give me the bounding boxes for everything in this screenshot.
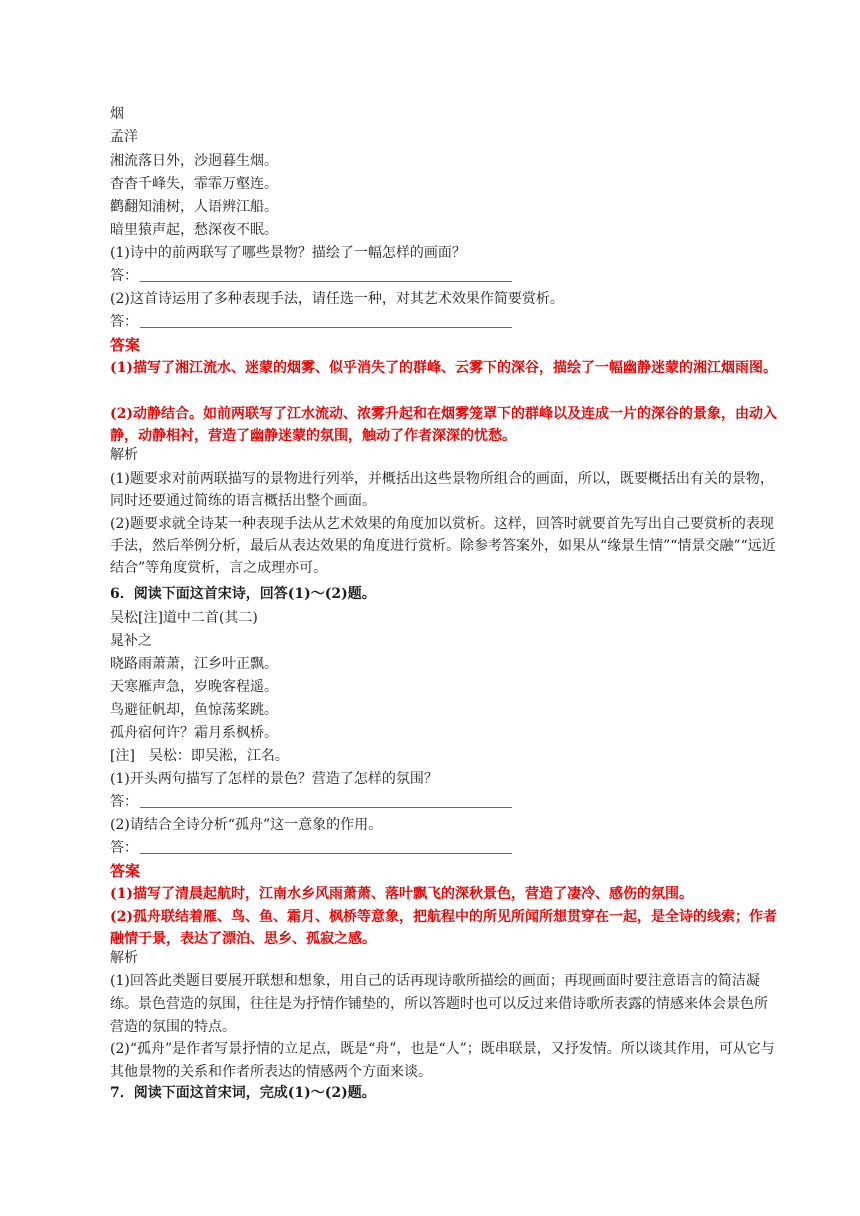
poem-line: 鸟避征帆却，鱼惊荡桨跳。 bbox=[110, 702, 278, 718]
poem-line: 鹳翻知浦树，人语辨江船。 bbox=[110, 199, 278, 215]
answer-prefix: 答： bbox=[110, 314, 138, 330]
poem-author: 晁补之 bbox=[110, 633, 152, 649]
analysis-label: 解析 bbox=[110, 447, 138, 463]
answer-blank bbox=[140, 806, 512, 808]
answer-line bbox=[110, 792, 512, 812]
answer-blank bbox=[140, 326, 512, 328]
question-7-heading: 7．阅读下面这首宋词，完成(1)～(2)题。 bbox=[110, 1085, 376, 1101]
answer-line bbox=[110, 266, 512, 286]
question-2: (2)请结合全诗分析“孤舟”这一意象的作用。 bbox=[110, 817, 383, 833]
poem-line: 天寒雁声急，岁晚客程遥。 bbox=[110, 679, 278, 695]
answer-prefix: 答： bbox=[110, 268, 138, 284]
poem-line: 孤舟宿何许？霜月系枫桥。 bbox=[110, 725, 278, 741]
answer-blank bbox=[140, 280, 512, 282]
question-1: (1)诗中的前两联写了哪些景物？描绘了一幅怎样的画面？ bbox=[110, 245, 466, 261]
answer-1: (1)描写了湘江流水、迷蒙的烟雾、似乎消失了的群峰、云雾下的深谷，描绘了一幅幽静迷蒙的湘江烟雨图。 bbox=[110, 360, 777, 376]
poem-title: 烟 bbox=[110, 106, 124, 122]
poem-author: 孟洋 bbox=[110, 129, 138, 145]
answer-1: (1)描写了清晨起航时，江南水乡风雨萧萧、落叶飘飞的深秋景色，营造了凄冷、感伤的氛围。 bbox=[110, 886, 693, 902]
poem-line: 湘流落日外，沙迥暮生烟。 bbox=[110, 153, 278, 169]
answer-2: (2)动静结合。如前两联写了江水流动、浓雾升起和在烟雾笼罩下的群峰以及连成一片的深谷的景象，由动入静，动静相衬，营造了幽静迷蒙的氛围，触动了作者深深的忧愁。 bbox=[110, 406, 777, 444]
analysis-2: (2)题要求就全诗某一种表现手法从艺术效果的角度加以赏析。这样，回答时就要首先写出自己要赏析的表现手法，然后举例分析，最后从表达效果的角度进行赏析。除参考答案外，如果从“缘景生情”“情景交融”“远近结合”等角度赏析，言之成理亦可。 bbox=[110, 516, 776, 576]
poem-title: 吴松[注]道中二首(其二) bbox=[110, 610, 258, 626]
analysis-label: 解析 bbox=[110, 950, 138, 966]
question-1: (1)开头两句描写了怎样的景色？营造了怎样的氛围？ bbox=[110, 771, 438, 787]
question-6-heading: 6．阅读下面这首宋诗，回答(1)～(2)题。 bbox=[110, 586, 376, 602]
poem-line: 杳杳千峰失，霏霏万壑连。 bbox=[110, 176, 278, 192]
analysis-1: (1)回答此类题目要展开联想和想象，用自己的话再现诗歌所描绘的画面；再现画面时要注意语言的简洁凝练。景色营造的氛围，往往是为抒情作铺垫的，所以答题时也可以反过来借诗歌所表露的情感来体会景色所营造的氛围的特点。 bbox=[110, 973, 768, 1035]
analysis-2: (2)“孤舟”是作者写景抒情的立足点，既是“舟”，也是“人”；既串联景，又抒发情。所以谈其作用，可从它与其他景物的关系和作者所表达的情感两个方面来谈。 bbox=[110, 1041, 775, 1080]
answer-line bbox=[110, 838, 512, 858]
answer-label: 答案 bbox=[110, 336, 141, 354]
answer-blank bbox=[140, 852, 512, 854]
poem-line: 暗里猿声起，愁深夜不眠。 bbox=[110, 222, 278, 238]
answer-2: (2)孤舟联结着雁、鸟、鱼、霜月、枫桥等意象，把航程中的所见所闻所想贯穿在一起，是全诗的线索；作者融情于景，表达了漂泊、思乡、孤寂之感。 bbox=[110, 909, 777, 947]
poem-line: 晓路雨萧萧，江乡叶正飘。 bbox=[110, 656, 278, 672]
poem-note: [注] 吴松：即吴淞，江名。 bbox=[110, 748, 289, 764]
analysis-1: (1)题要求对前两联描写的景物进行列举，并概括出这些景物所组合的画面，所以，既要概括出有关的景物，同时还要通过简练的语言概括出整个画面。 bbox=[110, 471, 774, 509]
answer-label: 答案 bbox=[110, 862, 141, 880]
answer-prefix: 答： bbox=[110, 794, 138, 810]
answer-prefix: 答： bbox=[110, 840, 138, 856]
question-2: (2)这首诗运用了多种表现手法，请任选一种，对其艺术效果作简要赏析。 bbox=[110, 291, 564, 307]
answer-line bbox=[110, 312, 512, 332]
